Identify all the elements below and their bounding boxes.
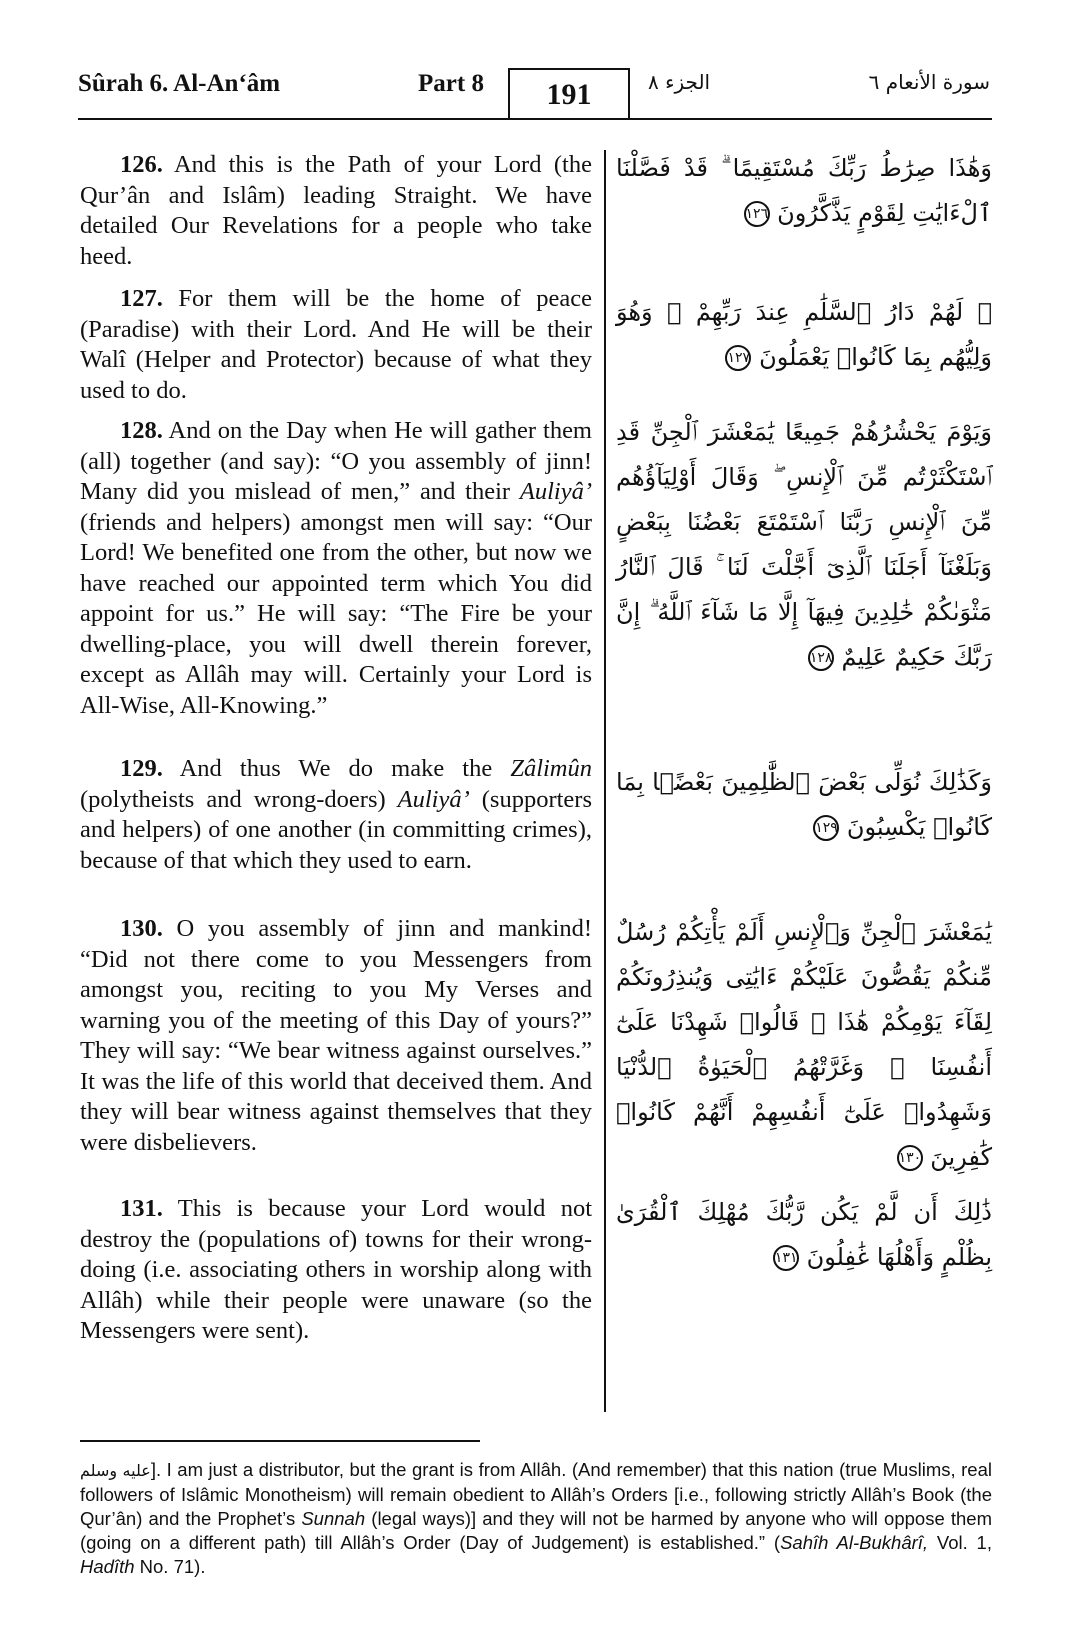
verse-127: [80, 284, 592, 406]
verse-number: 130.: [120, 915, 163, 942]
verse-text: (polytheists and wrong-doers): [80, 785, 398, 813]
verse-129: [80, 754, 592, 876]
arabic-text: وَهَٰذَا صِرَٰطُ رَبِّكَ مُسْتَقِيمًا ۗ قَدْ فَصَّلْنَا ٱلْءَايَٰتِ لِقَوْمٍ يَذَّكَّرُونَ: [616, 154, 992, 227]
verse-text: And on the Day when He will gather them (all) together (and say): “O you assembly of jinn! Many did you mislead of men,” and their: [80, 417, 592, 505]
verse-text: O you assembly of jinn and mankind! “Did not there come to you Messengers from amongst you, reciting to you My Verses and warning you of the meeting of this Day of yours?” They will say: “We bear witness against ourselves.” It was the life of this world that deceived them. And they will bear witness against themselves that they were disbelievers.: [80, 915, 592, 1156]
arabic-text: ذَٰلِكَ أَن لَّمْ يَكُن رَّبُّكَ مُهْلِكَ ٱلْقُرَىٰ بِظُلْمٍ وَأَهْلُهَا غَٰفِلُونَ: [616, 1198, 992, 1271]
arabic-verse-127: [616, 290, 992, 380]
ayah-number-mark: ١٢٨: [808, 645, 834, 671]
footnote-italic: Sahîh Al-Bukhârî,: [780, 1532, 929, 1553]
ayah-number-mark: ١٣٠: [897, 1145, 923, 1171]
arabic-text: وَكَذَٰلِكَ نُوَلِّى بَعْضَ ٱلظَّٰلِمِينَ بَعْضًۢا بِمَا كَانُوا۟ يَكْسِبُونَ: [616, 768, 992, 841]
verse-italic-term: Auliyâ’: [397, 785, 470, 813]
verse-number: 126.: [120, 151, 163, 178]
arabic-verse-128: [616, 410, 992, 680]
ayah-number-mark: ١٢٩: [813, 815, 839, 841]
verse-126: [80, 150, 592, 272]
arabic-text: ۞ لَهُمْ دَارُ ٱلسَّلَٰمِ عِندَ رَبِّهِمْ ۖ وَهُوَ وَلِيُّهُم بِمَا كَانُوا۟ يَعْمَلُونَ: [616, 298, 992, 371]
verse-number: 128.: [120, 417, 163, 444]
header-surah-title: Sûrah 6. Al-An‘âm: [78, 70, 281, 97]
footnote-rule: [80, 1440, 480, 1442]
verse-text: And thus We do make the: [162, 755, 511, 782]
footnote-text: ]. I am just a distributor, but the grant is from Allâh. (And remember) that this nation (true Muslims, real followers of Islâmic Monotheism) will remain obedient to Allâh’s Orders [i.e., following strictly Allâh’s Book (the Qur’ân) and the Prophet’s: [80, 1459, 992, 1529]
verse-text: And this is the Path of your Lord (the Qur’ân and Islâm) leading Straight. We have detailed Our Revelations for a people who take heed.: [80, 151, 592, 270]
header-rule: [78, 118, 992, 120]
verse-number: 127.: [120, 285, 163, 312]
column-divider: [604, 150, 606, 1412]
verse-131: [80, 1194, 592, 1347]
page-number: 191: [508, 68, 630, 118]
footnote-italic: Sunnah: [301, 1508, 366, 1529]
footnote-italic: Hadîth: [80, 1556, 135, 1577]
verse-128: [80, 416, 592, 721]
header-part-label: Part 8: [418, 70, 484, 97]
footnote-text: Vol. 1,: [928, 1532, 992, 1553]
arabic-verse-130: [616, 910, 992, 1180]
header-juz-arabic: الجزء ٨: [648, 70, 711, 94]
verse-text: For them will be the home of peace (Paradise) with their Lord. And He will be their Walî (Helper and Protector) because of what they used to do.: [80, 285, 592, 404]
footnote-arabic: عليه وسلم: [80, 1461, 151, 1480]
verse-text: This is because your Lord would not destroy the (populations of) towns for their wrong-doing (i.e. associating others in worship along with Allâh) while their people were unaware (so the Messengers were sent).: [80, 1195, 592, 1344]
ayah-number-mark: ١٢٧: [725, 345, 751, 371]
arabic-verse-129: [616, 760, 992, 850]
verse-text: (supporters and helpers) of one another (in committing crimes), because of that which they used to earn.: [80, 785, 592, 874]
arabic-verse-126: [616, 146, 992, 236]
verse-text: (friends and helpers) amongst men will say: “Our Lord! We benefited one from the other, but now we have reached our appointed term which You did appoint for us.” He will say: “The Fire be your dwelling-place, you will dwell therein forever, except as Allâh may will. Certainly your Lord is All-Wise, All-Knowing.”: [80, 508, 592, 719]
footnote-text: No. 71).: [134, 1556, 206, 1577]
header-surah-arabic: سورة الأنعام ٦: [868, 70, 990, 94]
verse-number: 129.: [120, 755, 163, 782]
verse-italic-term: Auliyâ’: [519, 478, 592, 505]
arabic-text: يَٰمَعْشَرَ ٱلْجِنِّ وَٱلْإِنسِ أَلَمْ يَأْتِكُمْ رُسُلٌ مِّنكُمْ يَقُصُّونَ عَلَيْكُمْ ءَايَٰتِى وَيُنذِرُونَكُمْ لِقَآءَ يَوْمِكُمْ هَٰذَا ۚ قَالُوا۟ شَهِدْنَا عَلَىٰٓ أَنفُسِنَا ۖ وَغَرَّتْهُمُ ٱلْحَيَوٰةُ ٱلدُّنْيَا وَشَهِدُوا۟ عَلَىٰٓ أَنفُسِهِمْ أَنَّهُمْ كَانُوا۟ كَٰفِرِينَ: [616, 918, 992, 1171]
ayah-number-mark: ١٢٦: [744, 201, 770, 227]
verse-number: 131.: [120, 1195, 163, 1222]
footnote: [80, 1458, 992, 1579]
footnote-text: (legal ways)] and they will not be harmed by anyone who will oppose them (going on a different path) till Allâh’s Order (Day of Judgement) is established.” (: [80, 1508, 993, 1553]
arabic-verse-131: [616, 1190, 992, 1280]
verse-italic-term: Zâlimûn: [510, 755, 592, 782]
verse-130: [80, 914, 592, 1158]
ayah-number-mark: ١٣١: [773, 1245, 799, 1271]
arabic-text: وَيَوْمَ يَحْشُرُهُمْ جَمِيعًا يَٰمَعْشَرَ ٱلْجِنِّ قَدِ ٱسْتَكْثَرْتُم مِّنَ ٱلْإِنسِ ۖ وَقَالَ أَوْلِيَآؤُهُم مِّنَ ٱلْإِنسِ رَبَّنَا ٱسْتَمْتَعَ بَعْضُنَا بِبَعْضٍ وَبَلَغْنَآ أَجَلَنَا ٱلَّذِىٓ أَجَّلْتَ لَنَا ۚ قَالَ ٱلنَّارُ مَثْوَىٰكُمْ خَٰلِدِينَ فِيهَآ إِلَّا مَا شَآءَ ٱللَّهُ ۗ إِنَّ رَبَّكَ حَكِيمٌ عَلِيمٌ: [616, 418, 992, 671]
